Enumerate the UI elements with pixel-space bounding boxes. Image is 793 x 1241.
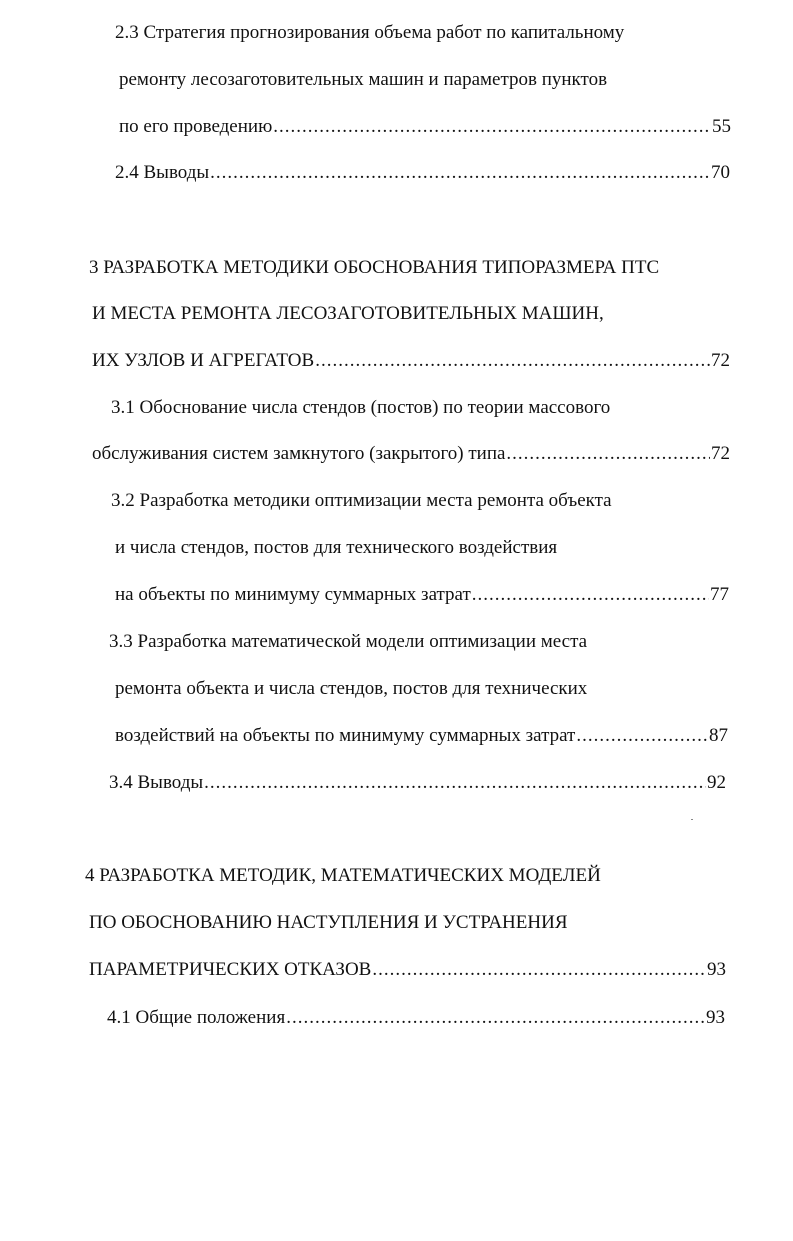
toc-line bbox=[115, 20, 624, 46]
toc-entry-text: 3.2 Разработка методики оптимизации места ремонта объекта bbox=[111, 490, 612, 511]
dot-leader bbox=[273, 114, 711, 140]
toc-line bbox=[115, 535, 557, 561]
toc-line bbox=[109, 629, 587, 655]
dot-leader bbox=[210, 160, 710, 186]
toc-line bbox=[111, 395, 610, 421]
toc-line bbox=[115, 676, 587, 702]
toc-entry-text: обслуживания систем замкнутого (закрытого) типа bbox=[92, 443, 506, 464]
toc-line bbox=[115, 723, 728, 749]
toc-line bbox=[119, 67, 607, 93]
toc-line bbox=[89, 957, 726, 983]
toc-page-number: 72 bbox=[711, 443, 730, 464]
toc-entry-text: на объекты по минимуму суммарных затрат bbox=[115, 584, 471, 605]
toc-entry-text: по его проведению bbox=[119, 116, 273, 137]
toc-entry-text: 2.3 Стратегия прогнозирования объема работ по капитальному bbox=[115, 22, 625, 43]
toc-entry-text: 3.1 Обоснование числа стендов (постов) по теории массового bbox=[111, 397, 611, 418]
toc-entry-text: ИХ УЗЛОВ И АГРЕГАТОВ bbox=[92, 350, 315, 371]
toc-entry-text: ПО ОБОСНОВАНИЮ НАСТУПЛЕНИЯ И УСТРАНЕНИЯ bbox=[89, 912, 568, 933]
toc-entry-text: И МЕСТА РЕМОНТА ЛЕСОЗАГОТОВИТЕЛЬНЫХ МАШИН, bbox=[92, 303, 604, 324]
toc-line bbox=[85, 863, 601, 889]
toc-line bbox=[89, 910, 568, 936]
toc-entry-text: ПАРАМЕТРИЧЕСКИХ ОТКАЗОВ bbox=[89, 959, 372, 980]
dot-leader bbox=[576, 723, 708, 749]
toc-line bbox=[92, 441, 730, 467]
toc-entry-text: 3 РАЗРАБОТКА МЕТОДИКИ ОБОСНОВАНИЯ ТИПОРАЗМЕРА ПТС bbox=[89, 257, 660, 278]
toc-line bbox=[115, 160, 730, 186]
toc-entry-text: 4 РАЗРАБОТКА МЕТОДИК, МАТЕМАТИЧЕСКИХ МОДЕЛЕЙ bbox=[85, 865, 601, 886]
toc-entry-text: ремонта объекта и числа стендов, постов для технических bbox=[115, 678, 588, 699]
toc-entry-text: 3.3 Разработка математической модели оптимизации места bbox=[109, 631, 588, 652]
dot-leader bbox=[506, 441, 710, 467]
toc-page-number: 93 bbox=[707, 959, 726, 980]
toc-page-number: 87 bbox=[709, 725, 728, 746]
scan-speck bbox=[691, 819, 693, 820]
toc-line bbox=[111, 488, 612, 514]
toc-page-number: 93 bbox=[706, 1007, 725, 1028]
toc-line bbox=[92, 348, 730, 374]
toc-page-number: 70 bbox=[711, 162, 730, 183]
toc-entry-text: 4.1 Общие положения bbox=[107, 1007, 286, 1028]
toc-page-number: 92 bbox=[707, 772, 726, 793]
toc-entry-text: и числа стендов, постов для технического воздействия bbox=[115, 537, 558, 558]
toc-entry-text: 3.4 Выводы bbox=[109, 772, 204, 793]
dot-leader bbox=[204, 770, 706, 796]
dot-leader bbox=[286, 1005, 705, 1031]
toc-line bbox=[119, 114, 731, 140]
toc-entry-text: ремонту лесозаготовительных машин и параметров пунктов bbox=[119, 69, 608, 90]
toc-line bbox=[115, 582, 729, 608]
dot-leader bbox=[472, 582, 709, 608]
dot-leader bbox=[315, 348, 710, 374]
toc-entry-text: 2.4 Выводы bbox=[115, 162, 210, 183]
dot-leader bbox=[372, 957, 706, 983]
toc-line bbox=[89, 255, 659, 281]
toc-line bbox=[109, 770, 726, 796]
toc-line bbox=[92, 301, 604, 327]
toc-entry-text: воздействий на объекты по минимуму суммарных затрат bbox=[115, 725, 576, 746]
toc-page-number: 55 bbox=[712, 116, 731, 137]
toc-page-number: 72 bbox=[711, 350, 730, 371]
toc-page-number: 77 bbox=[710, 584, 729, 605]
toc-line bbox=[107, 1005, 725, 1031]
